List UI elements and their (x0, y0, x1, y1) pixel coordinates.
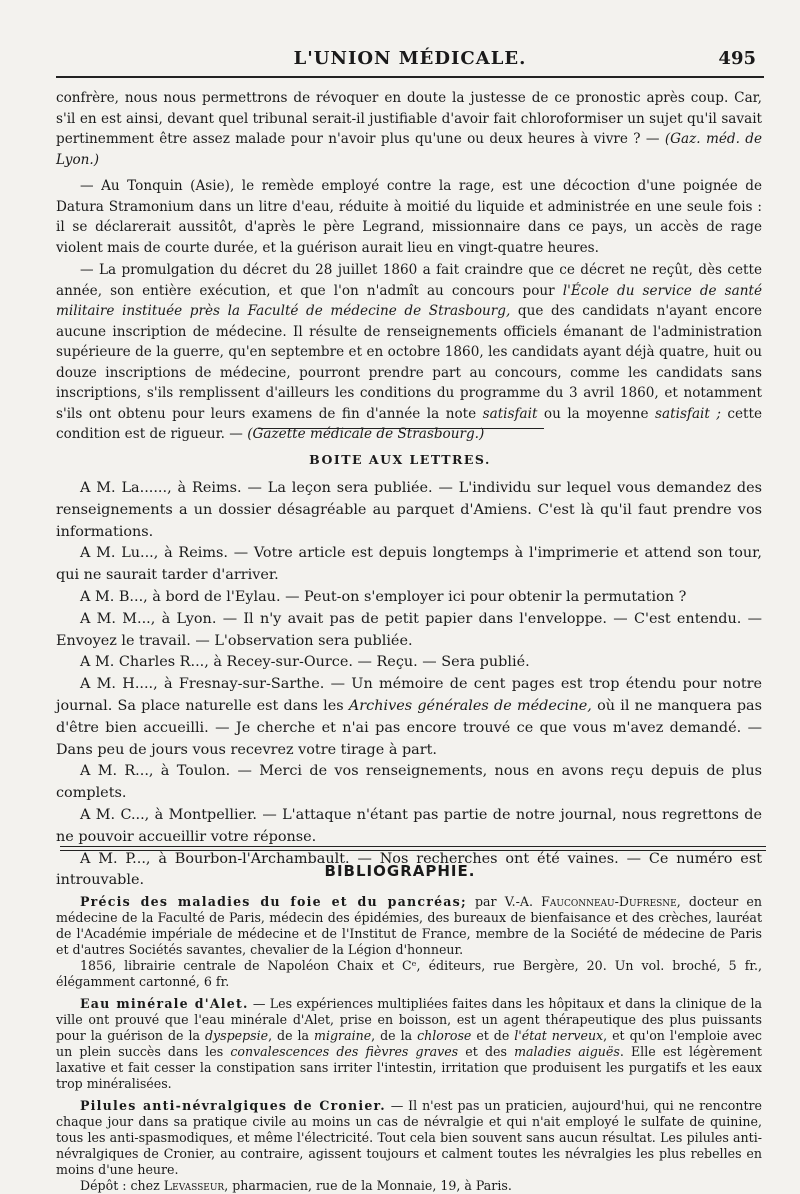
header-rule (56, 76, 764, 78)
section-double-rule (60, 846, 766, 851)
paragraph-tonquin: — Au Tonquin (Asie), le remède employé contre la rage, est une décoction d'une poignée de Datura Stramonium dans un litre d'eau, réduite à moitié du liquide et administrée en une seule fois : il se déclarerait aussitôt, d'après le père Legrand, missionnaire dans ce pays, un accès de rage violent mais de courte durée, et la guérison aurait lieu en vingt-quatre heures. (56, 178, 762, 256)
boite-aux-lettres-heading: BOITE AUX LETTRES. (309, 452, 491, 467)
advertisement-entry: Eau minérale d'Alet. — Les expériences multipliées faites dans les hôpitaux et dans la clinique de la ville ont prouvé que l'eau minérale d'Alet, prise en boisson, est un agent thérapeutique des plus puissants pour la guérison de la dyspepsie, de la migraine, de la chlorose et de l'état nerveux, et qu'on l'emploie avec un plein succès dans les convalescences des fièvres graves et des maladies aiguës. Elle est légèrement laxative et fait cesser la constipation sans irriter l'intestin, irritation que produisent les purgatifs et les eaux trop minéralisées. (56, 996, 762, 1091)
letter-item: A M. R..., à Toulon. — Merci de vos renseignements, nous en avons reçu depuis de plus complets. (56, 763, 762, 802)
letter-item: A M. B..., à bord de l'Eylau. — Peut-on s'employer ici pour obtenir la permutation ? (80, 588, 687, 605)
bibliography-entry: Précis des maladies du foie et du pancréas; par V.-A. Fauconneau-Dufresne, docteur en médecine de la Faculté de Paris, médecin des épidémies, des bureaux de bienfaisance et des crèches, lauréat de l'Académie impériale de médecine et de l'Institut de France, membre de la Société de médecine de Paris et d'autres Sociétés savantes, chevalier de la Légion d'honneur. (56, 894, 762, 957)
letter-item: A M. Charles R..., à Recey-sur-Ource. — Reçu. — Sera publié. (80, 654, 530, 671)
source-citation: (Gaz. méd. de Lyon.) (56, 131, 762, 168)
product-title: Eau minérale d'Alet. (80, 996, 249, 1011)
letter-item: A M. M..., à Lyon. — Il n'y avait pas de petit papier dans l'enveloppe. — C'est entendu. — Envoyez le travail. — L'observation sera publiée. (56, 610, 762, 649)
letters-section (56, 478, 762, 892)
source-citation: (Gazette médicale de Strasbourg.) (247, 426, 485, 442)
author-name: Fauconneau-Dufresne (541, 894, 677, 909)
letter-item: A M. P..., à Bourbon-l'Archambault. — Nos recherches ont été vaines. — Ce numéro est introuvable. (56, 850, 762, 889)
paragraph-decree: — La promulgation du décret du 28 juillet 1860 a fait craindre que ce décret ne reçût, dès cette année, son entière exécution, et que l'on n'admît au concours pour l'École du service de santé militaire instituée près la Faculté de médecine de Strasbourg, que des candidats n'ayant encore aucune inscription de médecine. Il résulte de renseignements officiels émanant de l'administration supérieure de la guerre, qu'en septembre et en octobre 1860, les candidats ayant déjà quatre, huit ou douze inscriptions de médecine, pourront prendre part au concours, comme les candidats sans inscriptions, s'ils remplissent d'ailleurs les conditions du programme du 3 avril 1860, et notamment s'ils ont obtenu pour leurs examens de fin d'année la note satisfait ou la moyenne satisfait ; cette condition est de rigueur. — (Gazette médicale de Strasbourg.) (56, 262, 762, 442)
letter-item: A M. La......, à Reims. — La leçon sera publiée. — L'individu sur lequel vous demandez des renseignements a un dossier désagréable au parquet d'Amiens. C'est là qu'il faut prendre vos informations. (56, 480, 762, 540)
section-divider (258, 428, 544, 429)
publication-details: 1856, librairie centrale de Napoléon Chaix et Cᵉ, éditeurs, rue Bergère, 20. Un vol. broché, 5 fr., élégamment cartonné, 6 fr. (56, 958, 762, 989)
book-title: Précis des maladies du foie et du pancréas; (80, 894, 467, 909)
news-section (56, 88, 762, 445)
bibliography-section (56, 894, 762, 1194)
letter-item: A M. Lu..., à Reims. — Votre article est depuis longtemps à l'imprimerie et attend son tour, qui ne saurait tarder d'arriver. (56, 545, 762, 584)
depot-line: Dépôt : chez Levasseur, pharmacien, rue de la Monnaie, 19, à Paris. (80, 1178, 512, 1193)
running-title: L'UNION MÉDICALE. (293, 48, 527, 69)
paragraph-chloroform: confrère, nous nous permettrons de révoquer en doute la justesse de ce pronostic après coup. Car, s'il en est ainsi, devant quel tribunal serait-il justifiable d'avoir fait chloroformiser un sujet qu'il savait pertinemment être assez malade pour n'avoir plus qu'une ou deux heures à vivre ? — (Gaz. méd. de Lyon.) (56, 90, 762, 168)
product-title: Pilules anti-névralgiques de Cronier. (80, 1098, 386, 1113)
letter-item: A M. H...., à Fresnay-sur-Sarthe. — Un mémoire de cent pages est trop étendu pour notre journal. Sa place naturelle est dans les Archives générales de médecine, où il ne manquera pas d'être bien accueilli. — Je cherche et n'ai pas encore trouvé ce que vous m'avez demandé. — Dans peu de jours vous recevrez votre tirage à part. (56, 676, 763, 758)
advertisement-entry: Pilules anti-névralgiques de Cronier. — Il n'est pas un praticien, aujourd'hui, qui ne rencontre chaque jour dans sa pratique civile au moins un cas de névralgie et qui n'ait employé le sulfate de quinine, tous les anti-spasmodiques, et même l'électricité. Tout cela bien souvent sans aucun résultat. Les pilules anti-névralgiques de Cronier, au contraire, agissent toujours et calment toutes les névralgies les plus rebelles en moins d'une heure. (56, 1098, 762, 1177)
page-number: 495 (718, 48, 756, 69)
letter-item: A M. C..., à Montpellier. — L'attaque n'étant pas partie de notre journal, nous regrettons de ne pouvoir accueillir votre réponse. (56, 806, 762, 845)
page-header (56, 44, 764, 74)
bibliographie-heading: BIBLIOGRAPHIE. (324, 862, 476, 880)
